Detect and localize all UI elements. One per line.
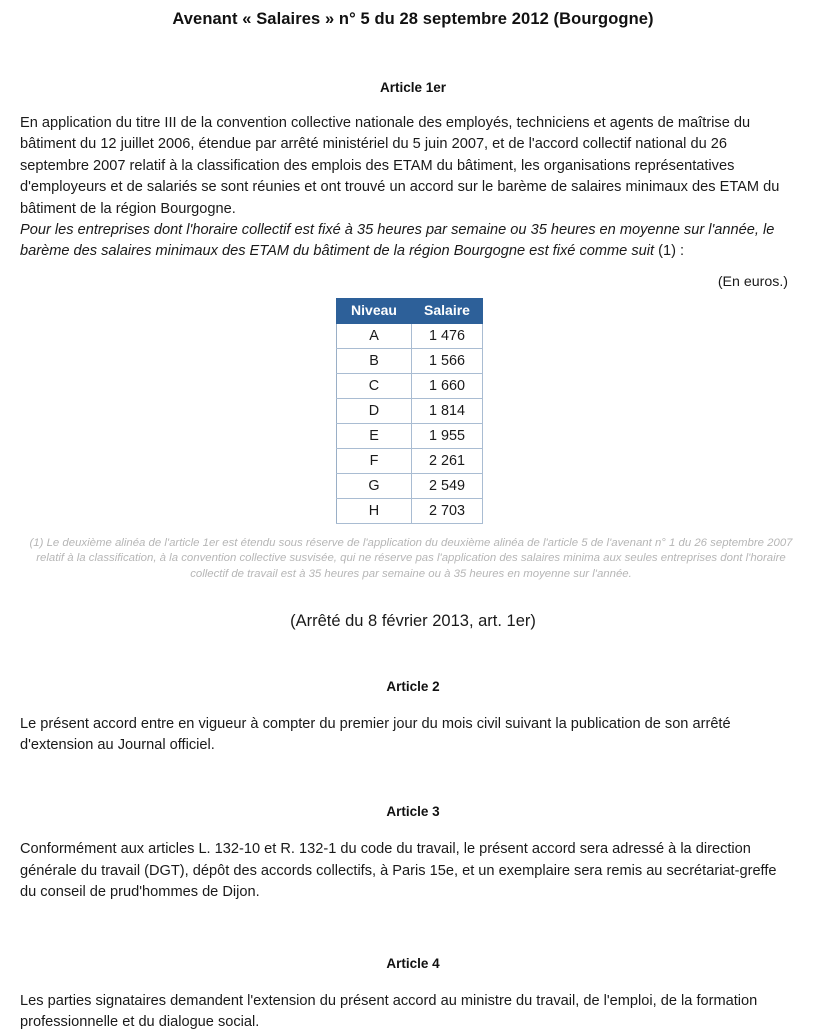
article-1-italic-paragraph	[0, 220, 826, 263]
cell-salaire: 2 703	[412, 498, 483, 523]
salary-table-head	[337, 298, 483, 323]
table-row	[337, 398, 483, 423]
table-row	[337, 448, 483, 473]
cell-salaire: 2 261	[412, 448, 483, 473]
cell-salaire: 1 660	[412, 373, 483, 398]
article-4-heading: Article 4	[386, 955, 440, 971]
cell-niveau: A	[337, 323, 412, 348]
cell-niveau: B	[337, 348, 412, 373]
article-1-heading: Article 1er	[379, 80, 447, 95]
cell-niveau: F	[337, 448, 412, 473]
cell-niveau: D	[337, 398, 412, 423]
table-row	[337, 473, 483, 498]
italic-clause: Pour les entreprises dont l'horaire collectif est fixé à 35 heures par semaine ou 35 heures en moyenne sur l'année, le barème des salaires minimaux des ETAM du bâtiment de la région Bourgogne est fixé comme suit	[20, 222, 775, 260]
table-row	[337, 373, 483, 398]
cell-salaire: 2 549	[412, 473, 483, 498]
page-title: Avenant « Salaires » n° 5 du 28 septembre 2012 (Bourgogne)	[172, 10, 654, 28]
article-3-paragraph: Conformément aux articles L. 132-10 et R. 132-1 du code du travail, le présent accord sera adressé à la direction générale du travail (DGT), dépôt des accords collectifs, à Paris 15e, et un exemplaire sera remis au secrétariat-greffe du conseil de prud'hommes de Dijon.	[20, 841, 777, 901]
table-row	[337, 323, 483, 348]
cell-niveau: C	[337, 373, 412, 398]
table-row	[337, 348, 483, 373]
column-header-salaire: Salaire	[412, 298, 483, 323]
article-4-paragraph: Les parties signataires demandent l'extension du présent accord au ministre du travail, de l'emploi, de la formation professionnelle et du dialogue social.	[20, 992, 758, 1031]
cell-salaire: 1 566	[412, 348, 483, 373]
salary-table	[336, 298, 483, 524]
table-row	[337, 498, 483, 523]
article-1-footnote: (1) Le deuxième alinéa de l'article 1er est étendu sous réserve de l'application du deuxième alinéa de l'article 5 de l'avenant n° 1 du 26 septembre 2007 relatif à la classification, à la convention collective susvisée, qui ne réserve pas l'application des salaires minima aux seules entreprises dont l'horaire collectif de travail est à 35 heures par semaine ou à 35 heures en moyenne sur l'année.	[29, 536, 793, 581]
article-2-paragraph: Le présent accord entre en vigueur à compter du premier jour du mois civil suivant la publication de son arrêté d'extension au Journal officiel.	[20, 715, 731, 754]
table-row	[337, 423, 483, 448]
article-3-heading: Article 3	[386, 804, 440, 820]
footnote-marker: (1) :	[658, 243, 685, 260]
table-header-row	[337, 298, 483, 323]
column-header-niveau: Niveau	[337, 298, 412, 323]
article-2-heading: Article 2	[386, 678, 440, 694]
cell-niveau: E	[337, 423, 412, 448]
salary-table-body	[337, 323, 483, 523]
cell-salaire: 1 476	[412, 323, 483, 348]
unit-note: (En euros.)	[717, 273, 788, 290]
cell-niveau: H	[337, 498, 412, 523]
cell-salaire: 1 814	[412, 398, 483, 423]
salary-table-container	[0, 290, 826, 524]
article-1-paragraph: En application du titre III de la convention collective nationale des employés, techniciens et agents de maîtrise du bâtiment du 12 juillet 2006, étendue par arrêté ministériel du 5 juin 2007, et de l'accord collectif national du 26 septembre 2007 relatif à la classification des emplois des ETAM du bâtiment, les organisations représentatives d'employeurs et de salariés se sont réunies et ont trouvé un accord sur le barème de salaires minimaux des ETAM du bâtiment de la région Bourgogne.	[20, 115, 780, 217]
cell-salaire: 1 955	[412, 423, 483, 448]
cell-niveau: G	[337, 473, 412, 498]
arrete-reference: (Arrêté du 8 février 2013, art. 1er)	[290, 611, 536, 630]
